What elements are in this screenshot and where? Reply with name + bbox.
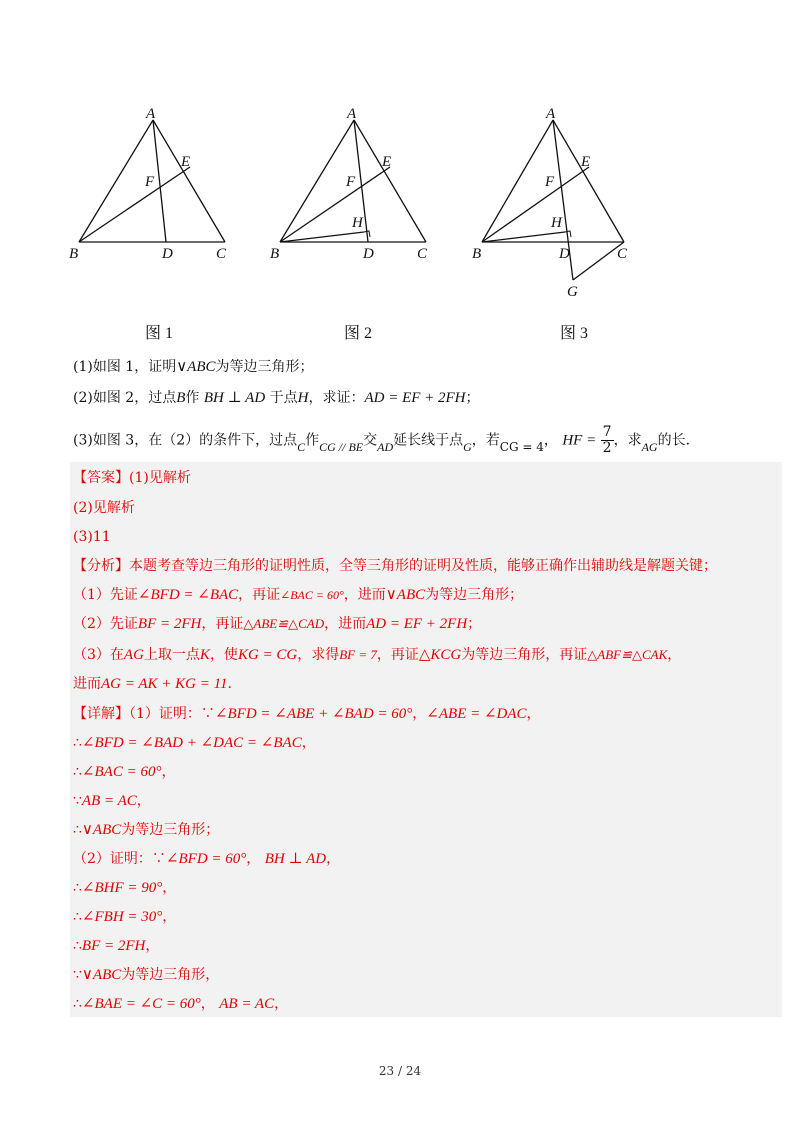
- detail-line-7: [73, 878, 176, 898]
- q2-text: 作: [185, 390, 200, 406]
- q2-point-h: H: [297, 390, 309, 406]
- text: ，再证: [376, 647, 419, 663]
- fig3-label-c: C: [617, 246, 628, 262]
- q3-end: 的长.: [657, 432, 691, 449]
- q1-prefix: (1)如图 1，证明: [73, 359, 177, 375]
- text: ，: [412, 706, 427, 722]
- q3-text: ，若: [471, 432, 500, 449]
- math: △ABF≌△CAK: [587, 647, 668, 662]
- math: ∨ABC: [385, 587, 426, 603]
- q3-parallel: CG // BE: [319, 439, 364, 454]
- text: ∴: [73, 996, 82, 1012]
- question-3: [73, 425, 690, 456]
- fig3-label-d: D: [559, 246, 570, 262]
- answer-line-1: [73, 468, 191, 488]
- text: 进而: [73, 676, 101, 692]
- fraction-denominator: 2: [602, 440, 612, 456]
- fig3-label-f: F: [545, 174, 555, 190]
- q2-prefix: (2)如图 2，过点: [73, 390, 177, 406]
- math: BF = 2FH: [137, 616, 202, 632]
- fig2-label-e: E: [382, 154, 392, 170]
- math: ∠BFD = 60°: [165, 851, 247, 867]
- math: ∠BAC = 60°: [280, 588, 344, 602]
- analysis-step-3-cont: [73, 674, 232, 694]
- fig3-label-h: H: [551, 215, 562, 231]
- text: ∴: [73, 822, 82, 838]
- text: ，: [526, 706, 541, 722]
- answer-line-3: (3)11: [73, 529, 111, 545]
- math: BF = 2FH: [81, 938, 146, 954]
- question-2: [73, 388, 480, 408]
- text: ，: [667, 647, 682, 663]
- text: ，: [274, 996, 289, 1012]
- text: ；: [467, 616, 482, 632]
- analysis-step-1: [73, 585, 523, 605]
- text: （1）证明：∵: [129, 706, 215, 722]
- analysis-label: 【分析】: [73, 558, 129, 574]
- math: BH ⊥ AD: [264, 851, 327, 867]
- q2-perp: BH ⊥ AD: [203, 390, 266, 406]
- fig1-label-a: A: [146, 106, 156, 122]
- math: BF = 7: [339, 647, 377, 662]
- text: ，: [200, 996, 215, 1012]
- fig1-label-c: C: [216, 246, 227, 262]
- q3-text: 作: [305, 432, 320, 449]
- q3-point-c: C: [297, 439, 306, 454]
- detail-line-4: [73, 791, 151, 811]
- fig1-label-b: B: [69, 246, 79, 262]
- answer-1: (1)见解析: [129, 470, 191, 486]
- detail-line-10: [73, 965, 219, 985]
- text: .: [227, 676, 232, 692]
- math: ∠BFD = ∠BAC: [137, 587, 239, 603]
- question-1: [73, 357, 314, 377]
- q3-point-g: G: [463, 439, 472, 454]
- analysis-intro: [73, 556, 717, 576]
- math: ∠BAE = ∠C = 60°: [81, 996, 201, 1012]
- text: ，: [246, 851, 261, 867]
- math: △ABE≌△CAD: [243, 616, 325, 631]
- fig1-label-d: D: [162, 246, 173, 262]
- text: ，: [162, 880, 177, 896]
- q3-ad: AD: [377, 439, 394, 454]
- q3-text: ，: [543, 432, 558, 449]
- text: 为等边三角形，再证: [461, 647, 588, 663]
- text: ∴: [73, 735, 82, 751]
- figures-area: [0, 100, 800, 310]
- math: AD = EF + 2FH: [366, 616, 468, 632]
- text: ∴: [73, 938, 82, 954]
- q2-text: ，求证：: [308, 390, 365, 406]
- math: AG = AK + KG = 11: [101, 676, 228, 692]
- q1-suffix: 为等边三角形；: [215, 359, 314, 375]
- q2-point-b: B: [176, 390, 186, 406]
- figure-2-caption: 图 2: [344, 325, 373, 342]
- text: （2）先证: [73, 616, 138, 632]
- text: ，: [136, 793, 151, 809]
- fig2-label-a: A: [347, 106, 357, 122]
- fig2-label-h: H: [352, 215, 363, 231]
- detail-line-9: [73, 936, 159, 956]
- text: ，: [161, 764, 176, 780]
- math: ∨ABC: [81, 822, 122, 838]
- analysis-step-3: [73, 645, 681, 665]
- q3-text: 交: [363, 432, 378, 449]
- detail-line-5: [73, 820, 219, 840]
- fig1-label-e: E: [181, 154, 191, 170]
- answer-label: 【答案】: [73, 470, 129, 486]
- text: ，再证: [201, 616, 244, 632]
- math: ∠BFD = ∠ABE + ∠BAD = 60°: [214, 706, 413, 722]
- math: ∠ABE = ∠DAC: [426, 706, 527, 722]
- text: ，使: [209, 647, 238, 663]
- text: （2）证明：∵: [73, 851, 166, 867]
- detail-label: 【详解】: [73, 706, 129, 722]
- detail-line-6: [73, 849, 340, 869]
- math: AB = AC: [219, 996, 275, 1012]
- page-number: 23 / 24: [378, 1064, 422, 1078]
- fraction-numerator: 7: [602, 424, 612, 440]
- fig2-label-b: B: [270, 246, 280, 262]
- q3-text: 延长线于点: [393, 432, 464, 449]
- text: ，求得: [297, 647, 340, 663]
- text: ，: [301, 735, 316, 751]
- q1-math: ∨ABC: [176, 359, 216, 375]
- math: KG = CG: [237, 647, 298, 663]
- figure-3-caption: 图 3: [560, 325, 589, 342]
- fig2-label-f: F: [346, 174, 356, 190]
- text: ∴: [73, 909, 82, 925]
- text: ，再证: [238, 587, 281, 603]
- q3-cg: CG = 4: [499, 439, 544, 454]
- math: ∨ABC: [81, 967, 122, 983]
- text: 上取一点: [143, 647, 200, 663]
- text: ∵: [73, 967, 82, 983]
- text: 为等边三角形；: [121, 822, 220, 838]
- q3-text: ，求: [613, 432, 642, 449]
- fig2-label-d: D: [363, 246, 374, 262]
- math: AB = AC: [81, 793, 137, 809]
- text: （1）先证: [73, 587, 138, 603]
- fig3-label-g: G: [567, 284, 578, 300]
- q3-ag: AG: [641, 439, 658, 454]
- q3-hf: HF =: [562, 432, 597, 449]
- q2-equation: AD = EF + 2FH: [364, 390, 466, 406]
- math: ∠BHF = 90°: [81, 880, 163, 896]
- q2-text: 于点: [269, 390, 298, 406]
- fig2-label-c: C: [417, 246, 428, 262]
- text: ，: [162, 909, 177, 925]
- detail-line-8: [73, 907, 176, 927]
- text: ∴: [73, 764, 82, 780]
- fig3-label-e: E: [581, 154, 591, 170]
- text: ，: [145, 938, 160, 954]
- text: ，进而: [324, 616, 367, 632]
- text: 为等边三角形，: [121, 967, 220, 983]
- fig3-label-b: B: [472, 246, 482, 262]
- math: AG: [123, 647, 144, 663]
- q3-prefix: (3)如图 3，在（2）的条件下，过点: [73, 432, 298, 449]
- text: （3）在: [73, 647, 124, 663]
- math: ∠BFD = ∠BAD + ∠DAC = ∠BAC: [81, 735, 302, 751]
- text: 为等边三角形；: [425, 587, 524, 603]
- text: ∴: [73, 880, 82, 896]
- math: ∠BAC = 60°: [81, 764, 162, 780]
- detail-line-3: [73, 762, 175, 782]
- math: K: [199, 647, 210, 663]
- detail-line-11: [73, 994, 288, 1014]
- figure-1-caption: 图 1: [145, 325, 174, 342]
- detail-line-1: [73, 704, 541, 724]
- math: △KCG: [418, 647, 462, 663]
- q3-fraction: [601, 425, 614, 456]
- q2-end: ；: [465, 390, 480, 406]
- text: ∵: [73, 793, 82, 809]
- math: ∠FBH = 30°: [81, 909, 163, 925]
- analysis-step-2: [73, 614, 481, 634]
- text: ，进而: [343, 587, 386, 603]
- detail-line-2: [73, 733, 316, 753]
- figure-3: [482, 120, 624, 280]
- text: ，: [326, 851, 341, 867]
- fig1-label-f: F: [145, 174, 155, 190]
- answer-line-2: (2)见解析: [73, 500, 135, 516]
- analysis-text: 本题考查等边三角形的证明性质，全等三角形的证明及性质，能够正确作出辅助线是解题关键；: [129, 558, 717, 574]
- fig3-label-a: A: [546, 106, 556, 122]
